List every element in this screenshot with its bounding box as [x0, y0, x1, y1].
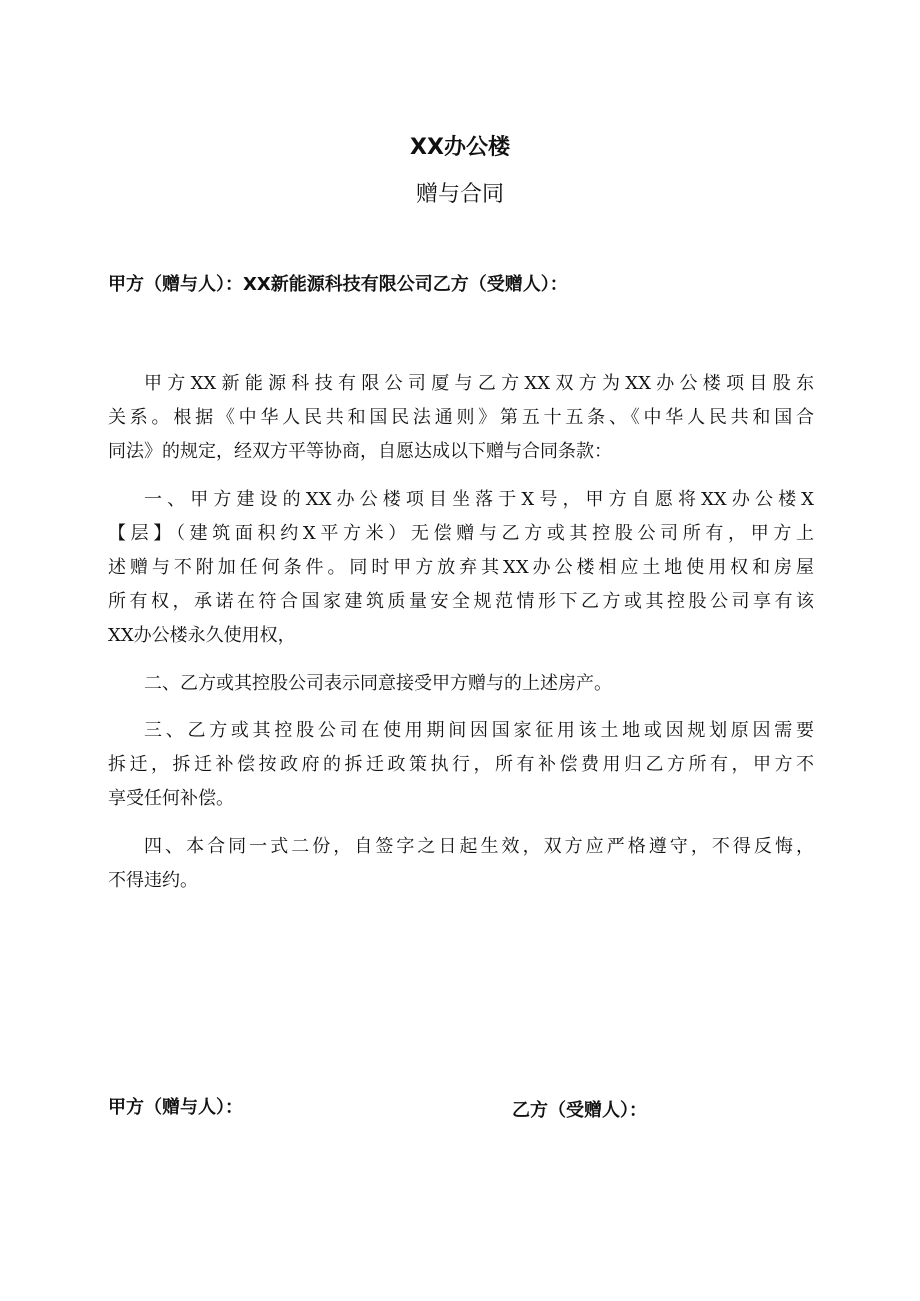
paragraph-line: 享受任何补偿。: [108, 788, 234, 810]
paragraph-clause-4: [108, 830, 814, 898]
paragraph-line: 甲方XX新能源科技有限公司厦与乙方XX双方为XX办公楼项目股东: [144, 373, 814, 394]
paragraph-line: 关系。根据《中华人民共和国民法通则》第五十五条、《中华人民共和国合: [108, 407, 814, 428]
paragraph-line: 拆迁，拆迁补偿按政府的拆迁政策执行，所有补偿费用归乙方所有，甲方不: [108, 754, 814, 776]
signature-party-a: 甲方（赠与人）：: [108, 1097, 243, 1118]
signature-party-b: 乙方（受赠人）：: [512, 1100, 647, 1121]
paragraph-line: 述赠与不附加任何条件。同时甲方放弃其XX办公楼相应土地使用权和房屋: [108, 556, 814, 578]
paragraph-line: 不得违约。: [108, 870, 198, 892]
paragraph-line: 三、乙方或其控股公司在使用期间因国家征用该土地或因规划原因需要: [144, 720, 814, 742]
document-title: XX办公楼: [410, 135, 510, 160]
paragraph-line: 同法》的规定，经双方平等协商，自愿达成以下赠与合同条款：: [108, 441, 612, 462]
paragraph-line: 所有权，承诺在符合国家建筑质量安全规范情形下乙方或其控股公司享有该: [108, 590, 814, 612]
paragraph-line: 四、本合同一式二份，自签字之日起生效，双方应严格遵守，不得反悔，: [144, 836, 814, 858]
paragraph-line: 一、甲方建设的XX办公楼项目坐落于X号，甲方自愿将XX办公楼X: [144, 488, 814, 510]
paragraph-clause-3: [108, 714, 814, 816]
paragraph-preamble: [108, 367, 814, 469]
paragraph-line: 【层】（建筑面积约X平方米）无偿赠与乙方或其控股公司所有，甲方上: [108, 522, 814, 544]
paragraph-clause-2: [108, 667, 814, 701]
paragraph-line: 二、乙方或其控股公司表示同意接受甲方赠与的上述房产。: [144, 672, 612, 694]
paragraph-line: XX办公楼永久使用权，: [108, 624, 296, 646]
document-subtitle: 赠与合同: [415, 182, 504, 207]
paragraph-clause-1: [108, 483, 814, 653]
contract-body: [108, 367, 814, 912]
parties-line: 甲方（赠与人）：XX新能源科技有限公司乙方（受赠人）：: [108, 274, 568, 295]
